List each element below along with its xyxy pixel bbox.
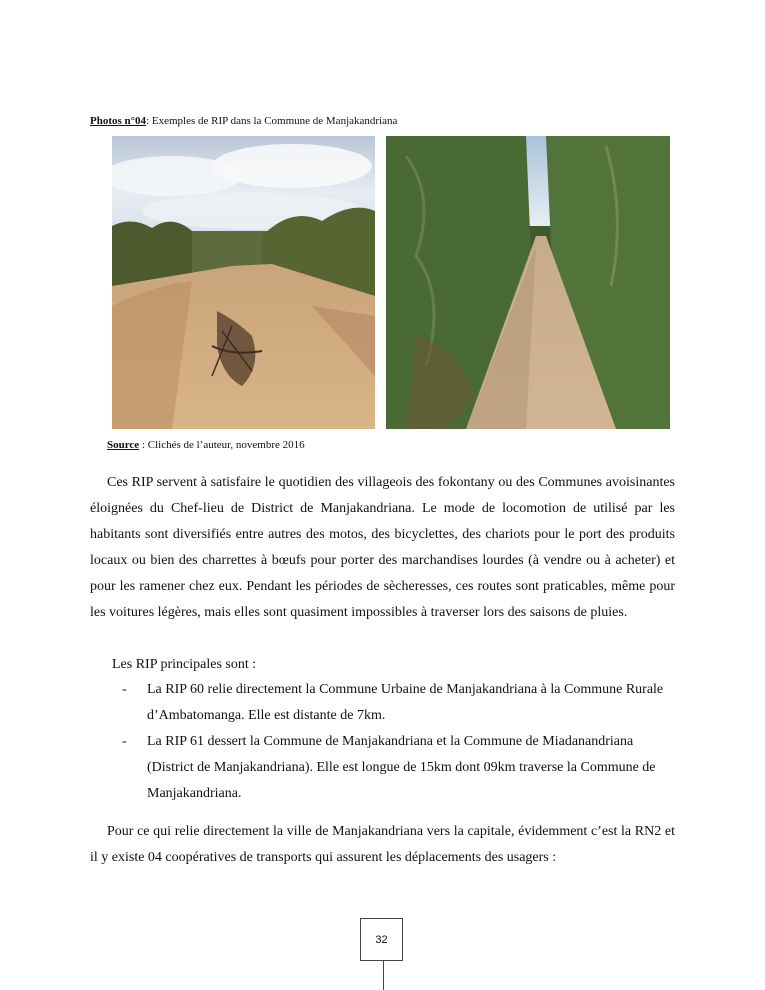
list-dash: - [122, 734, 127, 749]
list-item [122, 677, 677, 729]
caption-label: Photos n°04 [90, 115, 147, 127]
photo-source [107, 438, 305, 452]
photo-forest-path [386, 136, 670, 429]
paragraph-rip-usage: Ces RIP servent à satisfaire le quotidien des villageois des fokontany ou des Communes avoisinantes éloignées du Chef-lieu de District de Manjakandriana. Le mode de locomotion de utilisé par les habitants sont diversifiés entre autres des motos, des bicyclettes, des chariots pour le port des produits locaux ou bien des charrettes à bœufs pour porter des marchandises lourdes (à vendre ou à acheter) et pour les ramener chez eux. Pendant les périodes de sècheresses, ces routes sont praticables, même pour les voitures légères, mais elles sont quasiment impossibles à traverser lors des saisons de pluies. [90, 475, 675, 620]
list-item [122, 729, 677, 807]
list-dash: - [122, 682, 127, 697]
caption-text: : Exemples de RIP dans la Commune de Manjakandriana [146, 115, 398, 127]
page-number-line [383, 961, 384, 990]
paragraph-rn2: Pour ce qui relie directement la ville de Manjakandriana vers la capitale, évidemment c’est la RN2 et il y existe 04 coopératives de transports qui assurent les déplacements des usagers : [90, 824, 675, 865]
source-label: Source [107, 439, 140, 451]
paragraph-rip-intro: Les RIP principales sont : [112, 657, 257, 672]
rip-list [122, 677, 677, 807]
photo-dirt-road-open [112, 136, 375, 429]
list-item-text: La RIP 61 dessert la Commune de Manjakandriana et la Commune de Miadanandriana (District de Manjakandriana). Elle est longue de 15km dont 09km traverse la Commune de Manjakandriana. [147, 734, 656, 801]
photo-caption [90, 114, 397, 128]
list-item-text: La RIP 60 relie directement la Commune Urbaine de Manjakandriana à la Commune Rurale d’Ambatomanga. Elle est distante de 7km. [147, 682, 664, 723]
source-text: : Clichés de l’auteur, novembre 2016 [139, 439, 305, 451]
page-number: 32 [360, 918, 403, 961]
